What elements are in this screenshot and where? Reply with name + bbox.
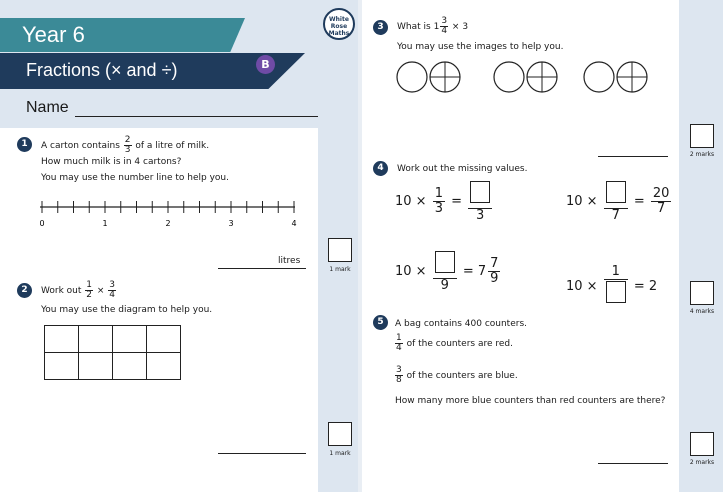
tick-label-4: 4 — [291, 219, 297, 228]
name-input-line[interactable] — [75, 116, 318, 117]
q2-mark-box[interactable] — [328, 422, 352, 446]
q5-blue-denominator: 8 — [396, 375, 402, 385]
q5-red-denominator: 4 — [396, 343, 402, 353]
q2-line-1 — [41, 281, 117, 300]
q1-marks-label: 1 mark — [329, 266, 351, 273]
eq3-result-denominator: 9 — [490, 271, 499, 286]
q1-answer-line[interactable] — [218, 268, 306, 269]
q1-mark-box[interactable] — [328, 238, 352, 262]
q5-red-text: of the counters are red. — [406, 339, 513, 349]
q5-blue-line — [394, 366, 518, 385]
q2-a-denominator: 2 — [86, 290, 92, 300]
eq1-denominator: 3 — [434, 201, 443, 216]
q5-red-fraction — [395, 334, 403, 353]
eq3-ten: 10 × — [395, 264, 427, 279]
q5-answer-line[interactable] — [598, 463, 668, 464]
q5-marks-label: 2 marks — [689, 459, 715, 466]
q4-marks-label: 4 marks — [689, 308, 715, 315]
q4-line-1: Work out the missing values. — [397, 164, 528, 174]
q2-a-numerator: 1 — [86, 280, 92, 290]
tick-label-3: 3 — [228, 219, 234, 228]
grid-cell — [113, 353, 147, 380]
q5-red-line — [394, 334, 513, 353]
eq2-result-numerator: 20 — [652, 186, 670, 201]
q5-blue-fraction — [395, 366, 403, 385]
q2-text-pre: Work out — [41, 286, 82, 296]
q3-frac-denominator: 4 — [441, 26, 448, 36]
grid-cell — [147, 326, 181, 353]
eq2-result-denominator: 7 — [657, 201, 666, 216]
q3-answer-line[interactable] — [598, 156, 668, 157]
eq4-equals: = 2 — [633, 279, 658, 294]
tick-label-2: 2 — [165, 219, 171, 228]
q5-blue-text: of the counters are blue. — [406, 371, 518, 381]
eq1-result-denominator: 3 — [476, 208, 485, 223]
circle-pair-3 — [584, 62, 647, 92]
grid-cell — [45, 353, 79, 380]
q3-text-pre: What is — [397, 22, 431, 32]
q4-mark-box[interactable] — [690, 281, 714, 305]
q2-fraction-a — [85, 281, 93, 300]
eq3-answer-box[interactable] — [435, 251, 455, 273]
eq1-ten: 10 × — [395, 194, 427, 209]
eq1-numerator: 1 — [434, 186, 443, 201]
eq4-ten: 10 × — [566, 279, 598, 294]
eq2-equals: = — [633, 194, 645, 209]
white-rose-maths-logo — [323, 8, 355, 40]
grid-cell — [79, 326, 113, 353]
q4-equation-1 — [395, 180, 494, 223]
eq4-fraction — [604, 265, 628, 308]
eq3-fraction — [433, 250, 457, 293]
eq2-denominator: 7 — [611, 208, 620, 223]
page-gutter — [358, 0, 362, 492]
eq4-numerator: 1 — [604, 265, 628, 280]
q5-mark-box[interactable] — [690, 432, 714, 456]
year-title: Year 6 — [22, 22, 85, 47]
eq2-numerator-box — [604, 180, 628, 209]
eq1-result — [468, 180, 492, 223]
q1-line-3: You may use the number line to help you. — [41, 173, 229, 183]
grid-cell — [79, 353, 113, 380]
logo-line-1: White — [329, 16, 349, 23]
logo-line-2: Rose — [330, 23, 348, 30]
q4-equation-2 — [566, 180, 673, 223]
number-line — [30, 192, 310, 232]
eq2-fraction — [604, 180, 628, 223]
q3-circle-images — [395, 58, 660, 98]
q1-frac-numerator: 2 — [124, 135, 131, 145]
q2-b-denominator: 4 — [109, 290, 116, 300]
eq1-equals: = — [451, 194, 463, 209]
eq1-fraction — [433, 187, 445, 216]
logo-line-3: Maths — [328, 30, 350, 37]
q1-unit: litres — [278, 256, 301, 266]
eq4-answer-box[interactable] — [606, 281, 626, 303]
eq4-denominator-box — [604, 280, 628, 308]
grid-cell — [147, 353, 181, 380]
eq1-answer-box[interactable] — [470, 181, 490, 203]
q5-line-1: A bag contains 400 counters. — [395, 319, 527, 329]
q5-blue-numerator: 3 — [396, 365, 402, 375]
q1-text-pre: A carton contains — [41, 141, 120, 151]
q3-text-post: × 3 — [451, 22, 469, 32]
q1-fraction — [124, 136, 132, 155]
q3-frac-numerator: 3 — [441, 16, 448, 26]
eq3-denominator: 9 — [440, 278, 449, 293]
eq3-equals: = 7 — [462, 264, 487, 279]
question-4-number: 4 — [373, 161, 388, 176]
q3-whole: 1 — [433, 22, 440, 32]
circle-pair-1 — [397, 62, 460, 92]
circle-pair-2 — [494, 62, 557, 92]
eq3-result-numerator: 7 — [490, 256, 499, 271]
whole-circle — [584, 62, 614, 92]
eq2-ten: 10 × — [566, 194, 598, 209]
question-2-number: 2 — [17, 283, 32, 298]
q2-answer-line[interactable] — [218, 453, 306, 454]
q5-question: How many more blue counters than red counters are there? — [395, 396, 666, 406]
question-5-number: 5 — [373, 315, 388, 330]
q2-marks-label: 1 mark — [329, 450, 351, 457]
q3-line-1 — [397, 17, 468, 36]
q3-mark-box[interactable] — [690, 124, 714, 148]
grid-cell — [113, 326, 147, 353]
whole-circle — [397, 62, 427, 92]
q1-frac-denominator: 3 — [124, 145, 131, 155]
q3-marks-label: 2 marks — [689, 151, 715, 158]
q3-line-2: You may use the images to help you. — [397, 42, 564, 52]
q3-fraction — [440, 17, 448, 36]
q2-operator: × — [96, 286, 105, 296]
question-1-number: 1 — [17, 137, 32, 152]
q1-text-post: of a litre of milk. — [135, 141, 210, 151]
topic-title: Fractions (× and ÷) — [26, 60, 178, 80]
q1-line-1 — [41, 136, 209, 155]
question-3-number: 3 — [373, 20, 388, 35]
eq2-result — [651, 187, 672, 216]
q2-grid-diagram — [44, 325, 181, 380]
eq2-answer-box[interactable] — [606, 181, 626, 203]
q2-b-numerator: 3 — [109, 280, 116, 290]
name-label: Name — [26, 99, 69, 116]
eq3-numerator-box — [433, 250, 457, 279]
version-badge: B — [256, 55, 275, 74]
tick-label-0: 0 — [39, 219, 45, 228]
eq3-result — [488, 257, 500, 286]
q5-red-numerator: 1 — [396, 333, 402, 343]
grid-cell — [45, 326, 79, 353]
whole-circle — [494, 62, 524, 92]
eq1-result-numerator-box — [468, 180, 492, 209]
right-margin-strip — [679, 0, 723, 492]
q4-equation-4 — [566, 265, 657, 308]
q4-equation-3 — [395, 250, 502, 293]
q2-fraction-b — [108, 281, 116, 300]
q1-line-2: How much milk is in 4 cartons? — [41, 157, 182, 167]
tick-label-1: 1 — [102, 219, 108, 228]
q2-line-2: You may use the diagram to help you. — [41, 305, 213, 315]
